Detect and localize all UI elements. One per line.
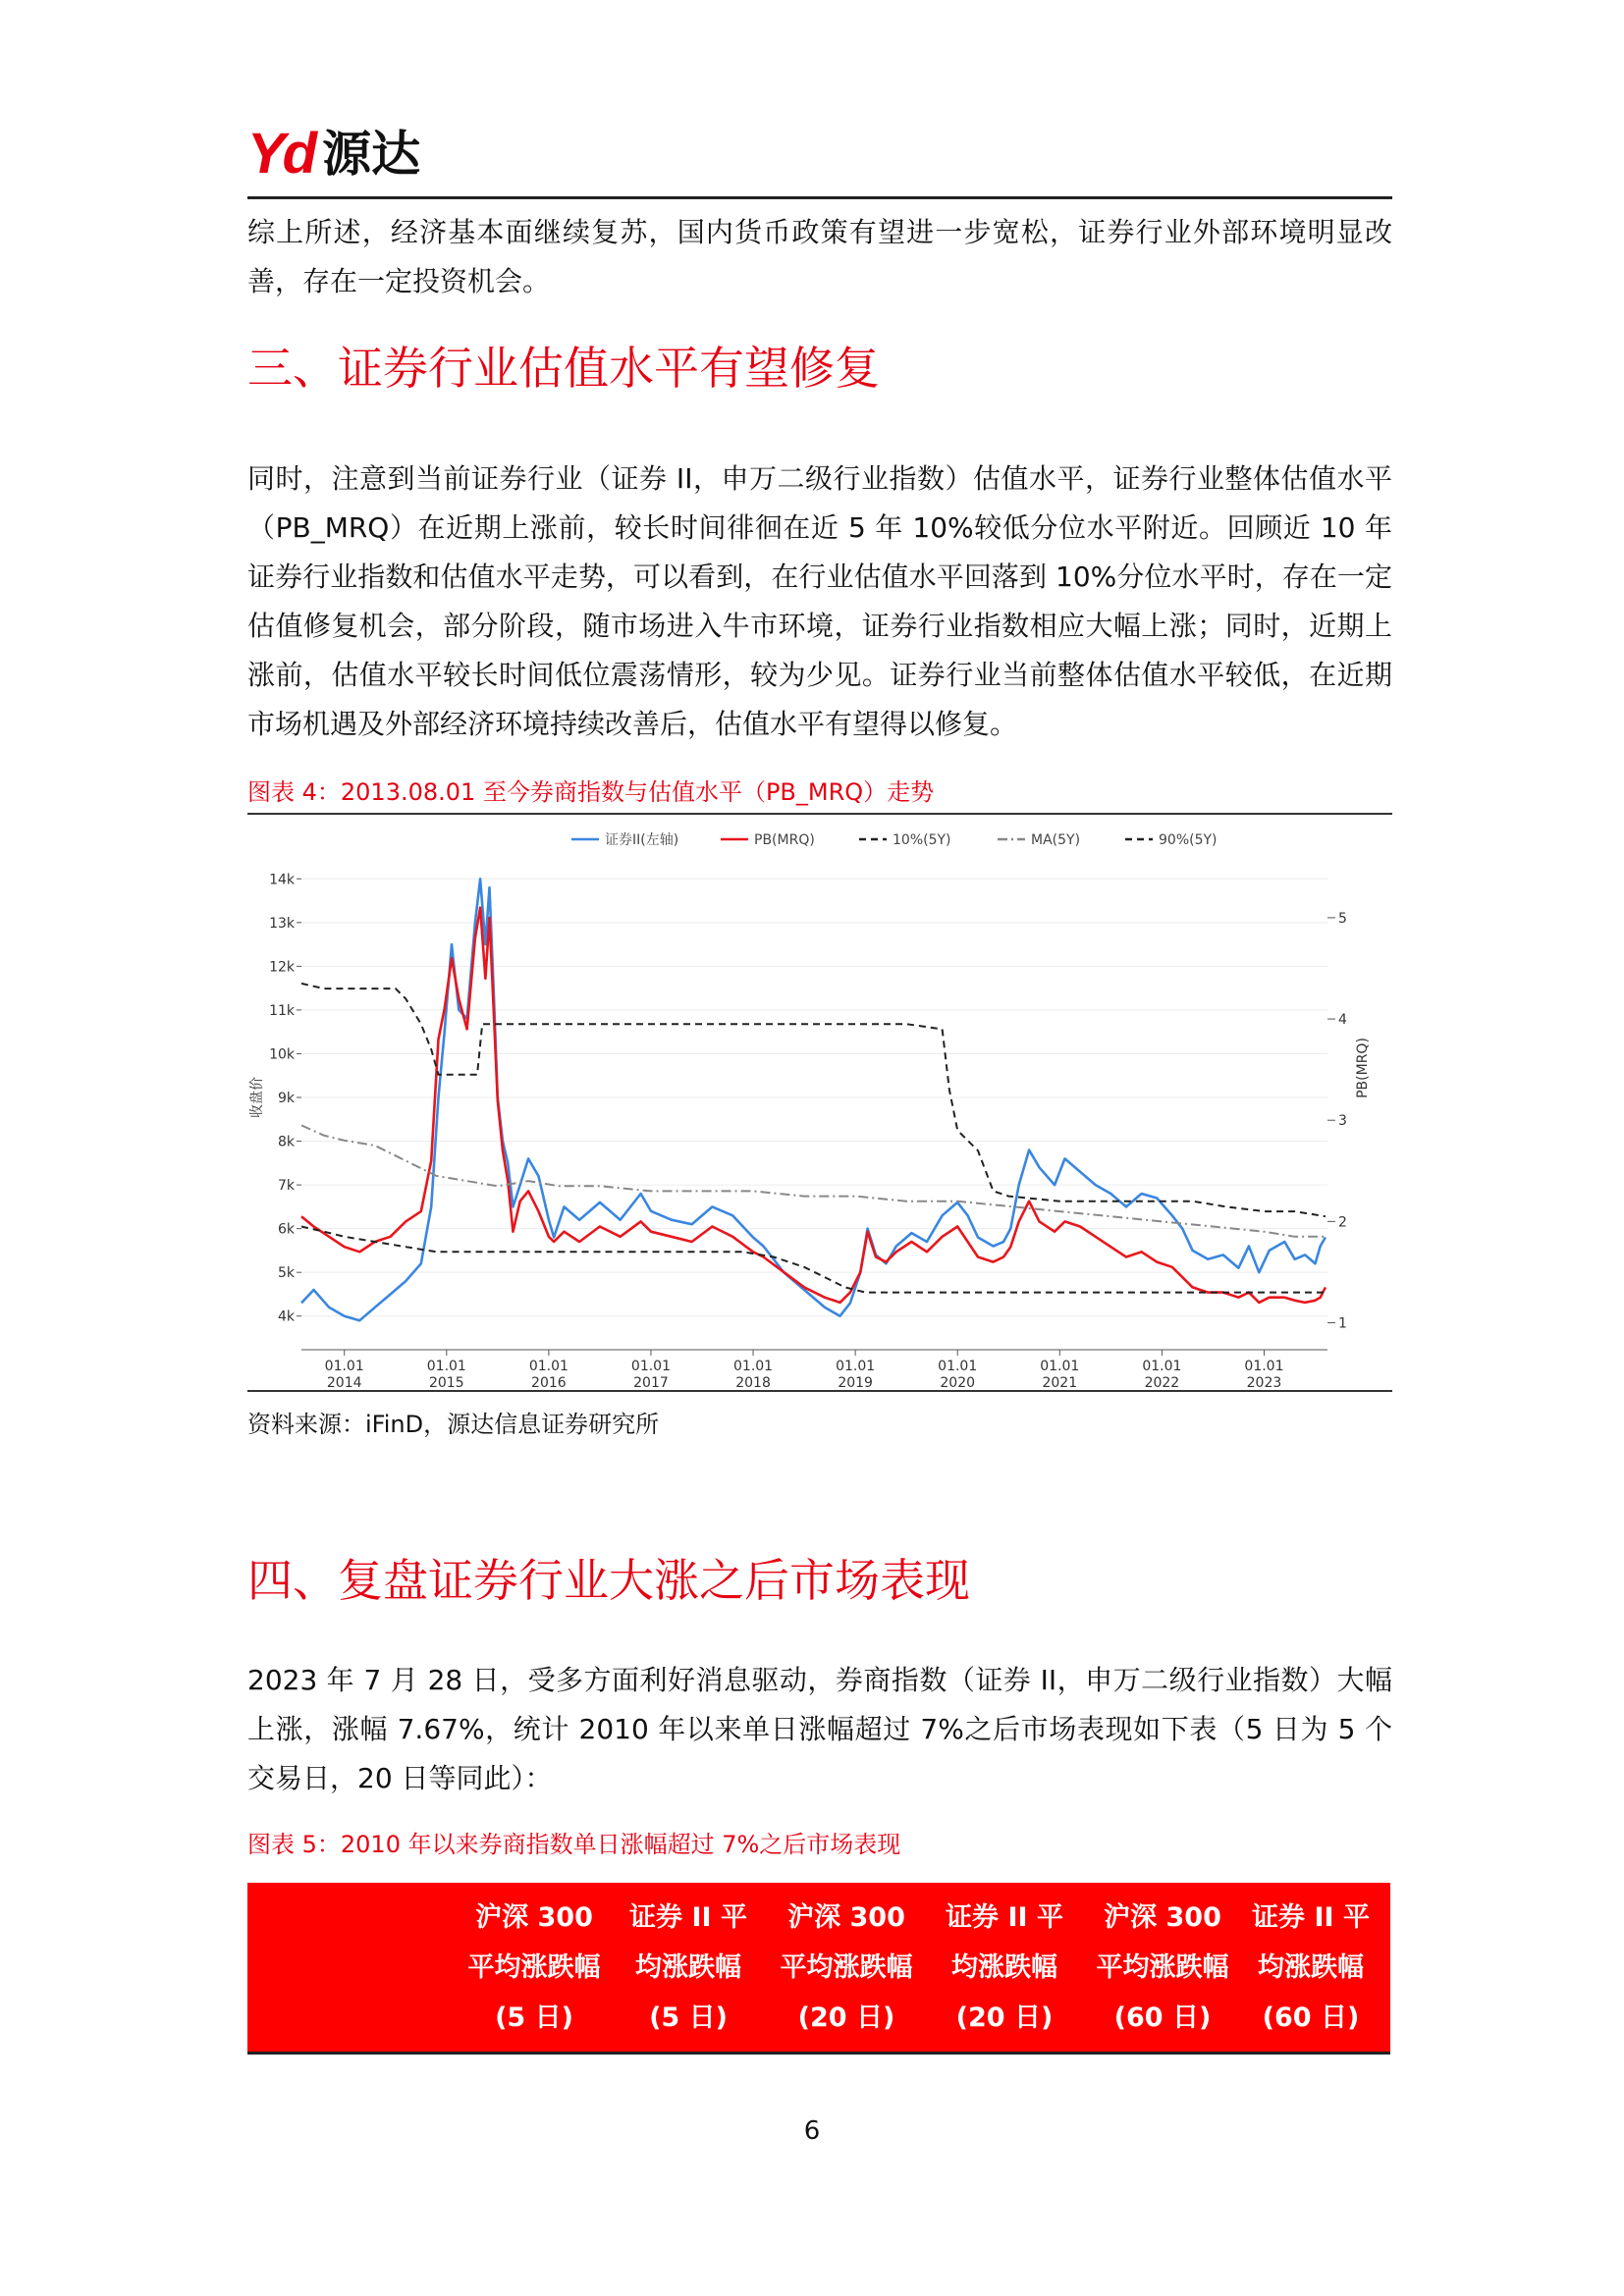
figure5-table-header bbox=[247, 1883, 1390, 2055]
x-tick-label: 2016 bbox=[531, 1375, 567, 1389]
figure5-title: 图表 5：2010 年以来券商指数单日涨幅超过 7%之后市场表现 bbox=[247, 1831, 901, 1858]
y2-tick-label: 4 bbox=[1338, 1012, 1347, 1029]
table-header-line: 沪深 300 bbox=[1104, 1901, 1221, 1933]
table-header-line: 证券 II 平 bbox=[946, 1901, 1063, 1933]
y2-tick-label: 3 bbox=[1338, 1113, 1347, 1130]
figure4-chart bbox=[247, 820, 1392, 1389]
y2-tick-label: 2 bbox=[1338, 1214, 1347, 1231]
x-tick-label: 2017 bbox=[633, 1375, 669, 1389]
x-tick-label: 2015 bbox=[428, 1375, 464, 1389]
x-tick-label: 01.01 bbox=[1142, 1359, 1182, 1374]
table-header-line: (60 日) bbox=[1262, 2002, 1360, 2033]
section3-paragraph: 同时，注意到当前证券行业（证券 II，申万二级行业指数）估值水平，证券行业整体估值水平（PB_MRQ）在近期上涨前，较长时间徘徊在近 5 年 10%较低分位水平附近。回顾近 10 年证券行业指数和估值水平走势，可以看到，在行业估值水平回落到 10%分位水平时，存在一定估值修复机会，部分阶段，随市场进入牛市环境，证券行业指数相应大幅上涨；同时，近期上涨前，估值水平较长时间低位震荡情形，较为少见。证券行业当前整体估值水平较低，在近期市场机遇及外部经济环境持续改善后，估值水平有望得以修复。 bbox=[247, 462, 1392, 740]
table-header-cell bbox=[610, 1883, 767, 2052]
logo-mark: Yd bbox=[247, 122, 315, 186]
table-header-line: 沪深 300 bbox=[475, 1901, 593, 1933]
section4-heading: 四、复盘证券行业大涨之后市场表现 bbox=[247, 1554, 970, 1607]
table-header-line: 沪深 300 bbox=[787, 1901, 905, 1933]
section4-paragraph: 2023 年 7 月 28 日，受多方面利好消息驱动，券商指数（证券 II，申万二级行业指数）大幅上涨，涨幅 7.67%，统计 2010 年以来单日涨幅超过 7%之后市场表现如下表（5 日为 5 个交易日，20 日等同此）： bbox=[247, 1664, 1392, 1794]
y-tick-label: 9k bbox=[277, 1091, 295, 1106]
y-tick-label: 13k bbox=[269, 915, 295, 932]
table-header-line: 证券 II 平 bbox=[629, 1901, 747, 1933]
y-axis-title: 收盘价 bbox=[249, 1077, 265, 1118]
y-tick-label: 5k bbox=[277, 1265, 295, 1282]
x-tick-label: 2021 bbox=[1042, 1375, 1078, 1389]
table-header-line: 平均涨跌幅 bbox=[467, 1951, 601, 1983]
series-line bbox=[301, 1227, 1326, 1293]
table-header-cell bbox=[1232, 1883, 1389, 2052]
chart-axes bbox=[248, 872, 1371, 1389]
x-tick-label: 01.01 bbox=[324, 1359, 364, 1374]
table-header-line: (5 日) bbox=[649, 2002, 728, 2033]
y-tick-label: 14k bbox=[269, 872, 295, 888]
x-tick-label: 01.01 bbox=[1040, 1359, 1080, 1374]
table-header-line: (20 日) bbox=[955, 2002, 1054, 2033]
series-line bbox=[301, 984, 1326, 1216]
figure4-bottom-rule bbox=[247, 1390, 1392, 1392]
legend-label: 90%(5Y) bbox=[1159, 832, 1218, 848]
series-line bbox=[301, 879, 1326, 1320]
table-header-line: 证券 II 平 bbox=[1252, 1901, 1370, 1933]
page-number: 6 bbox=[803, 2116, 821, 2146]
x-tick-label: 01.01 bbox=[938, 1359, 978, 1374]
x-tick-label: 01.01 bbox=[528, 1359, 568, 1374]
x-tick-label: 01.01 bbox=[630, 1359, 672, 1374]
y2-tick-label: 1 bbox=[1338, 1315, 1347, 1332]
table-header-line: (60 日) bbox=[1113, 2002, 1212, 2033]
y-tick-label: 7k bbox=[277, 1178, 295, 1195]
figure4-source: 资料来源：iFinD，源达信息证券研究所 bbox=[247, 1411, 660, 1438]
y-tick-label: 8k bbox=[277, 1134, 295, 1150]
chart-gridlines bbox=[301, 879, 1327, 1315]
x-tick-label: 01.01 bbox=[1244, 1359, 1284, 1374]
x-tick-label: 01.01 bbox=[836, 1359, 876, 1374]
table-header-cell bbox=[926, 1883, 1083, 2052]
series-line bbox=[301, 1125, 1326, 1236]
chart-series bbox=[301, 879, 1326, 1320]
x-tick-label: 2014 bbox=[326, 1375, 362, 1389]
table-header-cell bbox=[1084, 1883, 1241, 2052]
table-header-line: 均涨跌幅 bbox=[1258, 1951, 1364, 1983]
x-tick-label: 2022 bbox=[1144, 1375, 1180, 1389]
section3-heading: 三、证券行业估值水平有望修复 bbox=[247, 342, 880, 395]
table-header-line: 平均涨跌幅 bbox=[780, 1951, 913, 1983]
x-tick-label: 01.01 bbox=[426, 1359, 466, 1374]
legend-label: MA(5Y) bbox=[1031, 832, 1081, 848]
table-header-line: 平均涨跌幅 bbox=[1096, 1951, 1229, 1983]
x-tick-label: 2018 bbox=[735, 1375, 771, 1389]
y2-tick-label: 5 bbox=[1338, 910, 1347, 927]
x-tick-label: 01.01 bbox=[733, 1359, 774, 1374]
table-header-cell bbox=[768, 1883, 925, 2052]
company-logo bbox=[247, 122, 421, 186]
y2-axis-title: PB(MRQ) bbox=[1355, 1038, 1371, 1098]
intro-paragraph: 综上所述，经济基本面继续复苏，国内货币政策有望进一步宽松，证券行业外部环境明显改善，存在一定投资机会。 bbox=[247, 216, 1392, 297]
figure4-title: 图表 4：2013.08.01 至今券商指数与估值水平（PB_MRQ）走势 bbox=[247, 778, 935, 806]
figure4-top-rule bbox=[247, 813, 1392, 815]
table-header-line: 均涨跌幅 bbox=[635, 1951, 741, 1983]
table-header-cell bbox=[456, 1883, 613, 2052]
legend-label: 10%(5Y) bbox=[893, 832, 951, 848]
x-tick-label: 2019 bbox=[838, 1375, 873, 1389]
chart-legend bbox=[571, 832, 1218, 848]
table-header-line: (20 日) bbox=[797, 2002, 895, 2033]
logo-text: 源达 bbox=[322, 126, 421, 183]
y-tick-label: 11k bbox=[269, 1002, 295, 1019]
y-tick-label: 4k bbox=[277, 1308, 295, 1325]
table-header-line: 均涨跌幅 bbox=[951, 1951, 1057, 1983]
header-divider bbox=[247, 196, 1392, 199]
y-tick-label: 10k bbox=[269, 1046, 295, 1063]
legend-label: PB(MRQ) bbox=[754, 832, 815, 848]
table-header-line: (5 日) bbox=[495, 2002, 573, 2033]
legend-label: 证券II(左轴) bbox=[605, 832, 679, 848]
y-tick-label: 6k bbox=[277, 1221, 295, 1238]
y-tick-label: 12k bbox=[269, 959, 295, 976]
x-tick-label: 2023 bbox=[1246, 1375, 1282, 1389]
x-tick-label: 2020 bbox=[940, 1375, 976, 1389]
